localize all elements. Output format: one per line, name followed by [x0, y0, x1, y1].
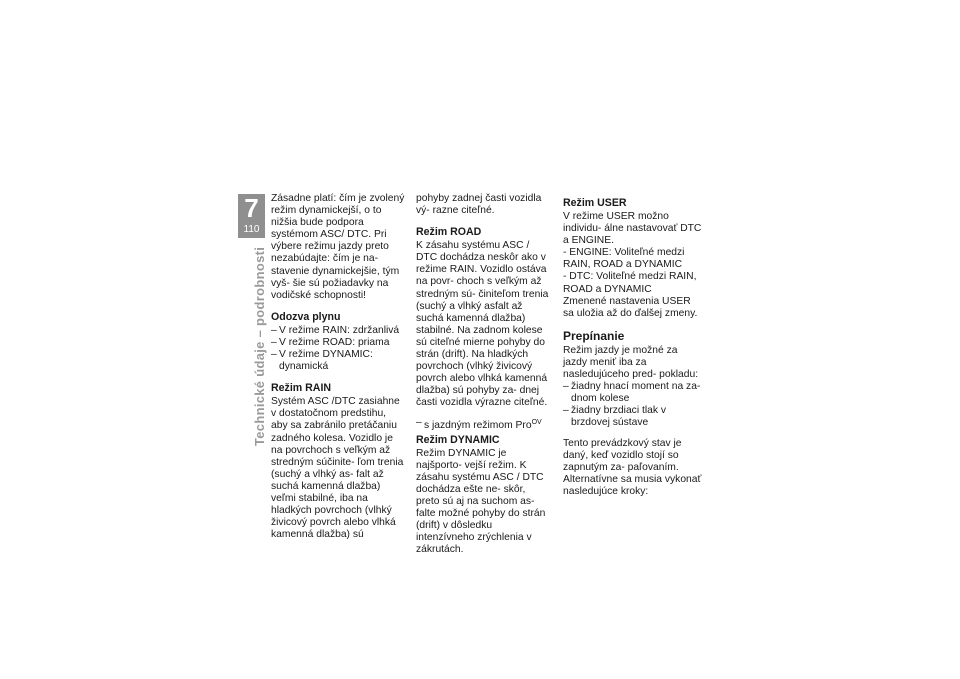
intro-paragraph: Zásadne platí: čím je zvolený režim dynamickejší, o to nižšia bude podpora systémom ASC/ DTC. Pri výbere režimu jazdy preto nezabúdajte: čím je na- stavenie dynamickejšie, tým vyš- šie sú požiadavky na vodičské schopnosti! [271, 193, 405, 301]
text-column-2 [416, 193, 551, 556]
chapter-number: 7 [244, 193, 259, 223]
heading-rezim-dynamic: Režim DYNAMIC [416, 433, 500, 446]
chapter-tab [238, 194, 265, 238]
list-item: – V režime DYNAMIC: dynamická [271, 349, 405, 373]
user-line: Zmenené nastavenia USER sa uložia až do ďalšej zmeny. [563, 295, 698, 319]
continued-paragraph: pohyby zadnej časti vozidla vý- razne citeľné. [416, 193, 542, 217]
user-line: - DTC: Voliteľné medzi RAIN, ROAD a DYNAMIC [563, 271, 697, 295]
user-line: - ENGINE: Voliteľné medzi RAIN, ROAD a DYNAMIC [563, 247, 685, 271]
prepinanie-intro: Režim jazdy je možné za jazdy meniť iba za nasledujúceho pred- pokladu: [563, 344, 699, 381]
dynamic-paragraph: Režim DYNAMIC je najšporto- vejší režim. K zásahu systému ASC / DTC dochádza ešte ne- skôr, preto sú aj na suchom as- falte možné pohyby do strán (drift) v dôsledku intenzívneho zrýchlenia v zákrutách. [416, 447, 546, 556]
prepinanie-list [563, 381, 703, 429]
list-item: – žiadny brzdiaci tlak v brzdovej sústave [563, 405, 703, 429]
pro-mode-text: s jazdným režimom Pro [424, 419, 532, 431]
heading-rezim-road: Režim ROAD [416, 226, 482, 239]
pro-mode-line [416, 417, 551, 432]
heading-odozva-plynu: Odozva plynu [271, 310, 341, 323]
heading-prepinanie: Prepínanie [563, 328, 625, 343]
road-paragraph: K zásahu systému ASC / DTC dochádza neskôr ako v režime RAIN. Vozidlo ostáva na povr- choch s veľkým až stredným sú- činiteľom trenia (suchý a vlhký asfalt až suchá kamenná dlažba) stabilné. Na zadnom kolese sú citeľné mierne pohyby do strán (drift). Na hladkých povrchoch (vlhký živicový povrch alebo vlhká kamenná dlažba) sú pohyby za- dnej časti vozidla výrazne citeľné. [416, 240, 549, 409]
sidebar-title-text: Technické údaje – podrobnosti [252, 246, 267, 446]
text-column-3 [563, 193, 703, 498]
closing-paragraph: Tento prevádzkový stav je daný, keď vozidlo stojí so zapnutým za- paľovaním. Alternatívne sa musia vykonať nasledujúce kroky: [563, 437, 702, 497]
heading-rezim-rain: Režim RAIN [271, 382, 332, 395]
odozva-list [271, 325, 405, 373]
heading-rezim-user: Režim USER [563, 197, 627, 209]
rain-paragraph: Systém ASC /DTC zasiahne v dostatočnom predstihu, aby sa zabránilo pretáčaniu zadného kolesa. Vozidlo je na povrchoch s veľkým až stredným súčinite- ľom trenia (suchý a vlhký as- falt až suchá kamenná dlažba) veľmi stabilné, iba na hladkých povrchoch (vlhký živicový povrch alebo vlhká kamenná dlažba) sú [271, 396, 404, 541]
list-item: – V režime RAIN: zdržanlivá [271, 325, 405, 337]
list-item: – V režime ROAD: priama [271, 337, 405, 349]
user-line: V režime USER možno individu- álne nastavovať DTC a ENGINE. [563, 211, 702, 247]
list-item: – žiadny hnací moment na za- dnom kolese [563, 381, 703, 405]
option-superscript: OV [531, 418, 542, 426]
page-number: 110 [243, 224, 260, 235]
text-column-1 [271, 193, 405, 541]
